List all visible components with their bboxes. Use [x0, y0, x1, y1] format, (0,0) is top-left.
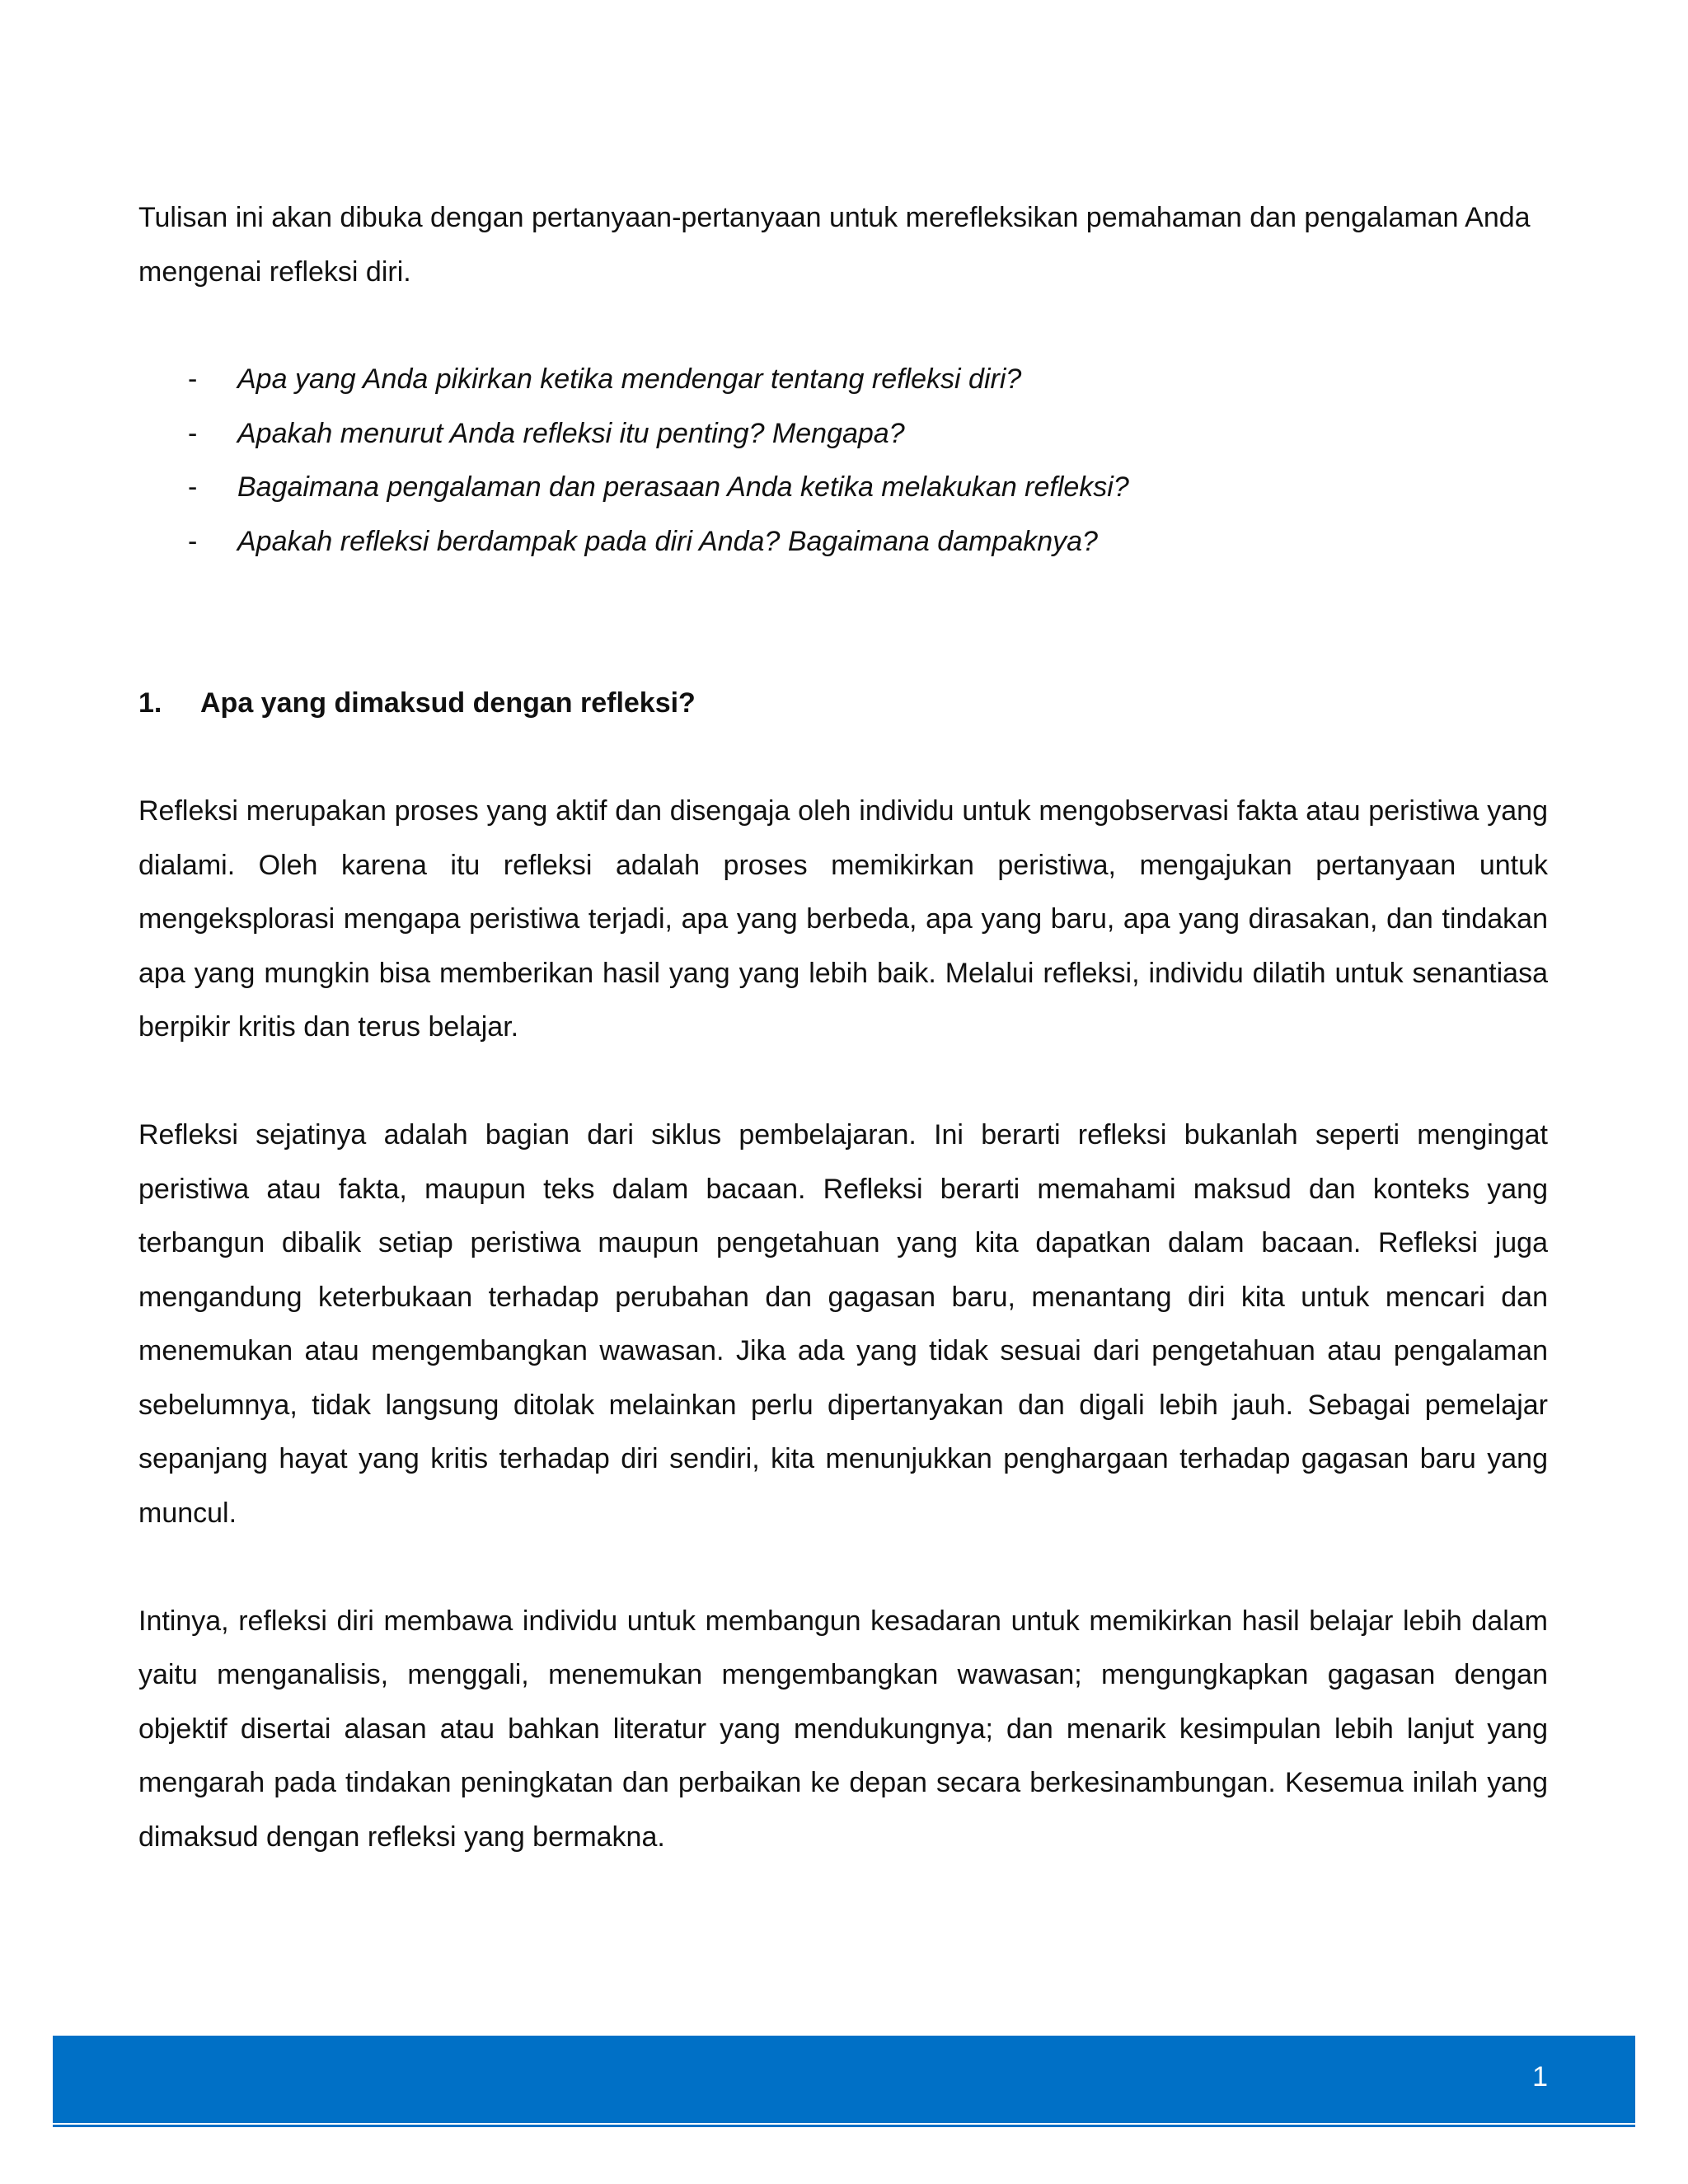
question-text: Bagaimana pengalaman dan perasaan Anda ketika melakukan refleksi?	[237, 471, 1129, 503]
question-text: Apa yang Anda pikirkan ketika mendengar tentang refleksi diri?	[237, 363, 1022, 395]
body-paragraph-1: Refleksi merupakan proses yang aktif dan disengaja oleh individu untuk mengobservasi fakta atau peristiwa yang dialami. Oleh karena itu refleksi adalah proses memikirkan peristiwa, mengajukan pertanyaan untuk mengeksplorasi mengapa peristiwa terjadi, apa yang berbeda, apa yang baru, apa yang dirasakan, dan tindakan apa yang mungkin bisa memberikan hasil yang yang lebih baik. Melalui refleksi, individu dilatih untuk senantiasa berpikir kritis dan terus belajar.	[138, 795, 1548, 1043]
section-number: 1.	[138, 687, 162, 719]
body-paragraph-2: Refleksi sejatinya adalah bagian dari siklus pembelajaran. Ini berarti refleksi bukanlah seperti mengingat peristiwa atau fakta, maupun teks dalam bacaan. Refleksi berarti memahami maksud dan konteks yang terbangun dibalik setiap peristiwa maupun pengetahuan yang kita dapatkan dalam bacaan. Refleksi juga mengandung keterbukaan terhadap perubahan dan gagasan baru, menantang diri kita untuk mencari dan menemukan atau mengembangkan wawasan. Jika ada yang tidak sesuai dari pengetahuan atau pengalaman sebelumnya, tidak langsung ditolak melainkan perlu dipertanyakan dan digali lebih jauh. Sebagai pemelajar sepanjang hayat yang kritis terhadap diri sendiri, kita menunjukkan penghargaan terhadap gagasan baru yang muncul.	[138, 1119, 1548, 1529]
bullet-dash: -	[188, 417, 198, 449]
list-item	[138, 407, 1548, 462]
bullet-dash: -	[188, 525, 198, 557]
intro-paragraph: Tulisan ini akan dibuka dengan pertanyaan-pertanyaan untuk merefleksikan pemahaman dan pengalaman Anda mengenai refleksi diri.	[138, 202, 1531, 288]
footer-bar	[53, 2036, 1635, 2123]
question-text: Apakah refleksi berdampak pada diri Anda? Bagaimana dampaknya?	[237, 525, 1098, 557]
reflection-questions-list	[138, 353, 1548, 569]
list-item	[138, 515, 1548, 569]
footer-underline	[53, 2125, 1635, 2127]
list-item	[138, 461, 1548, 515]
body-paragraph-3: Intinya, refleksi diri membawa individu untuk membangun kesadaran untuk memikirkan hasil belajar lebih dalam yaitu menganalisis, menggali, menemukan mengembangkan wawasan; mengungkapkan gagasan dengan objektif disertai alasan atau bahkan literatur yang mendukungnya; dan menarik kesimpulan lebih lanjut yang mengarah pada tindakan peningkatan dan perbaikan ke depan secara berkesinambungan. Kesemua inilah yang dimaksud dengan refleksi yang bermakna.	[138, 1605, 1548, 1853]
page-number: 1	[1532, 2061, 1548, 2093]
list-item	[138, 353, 1548, 407]
question-text: Apakah menurut Anda refleksi itu penting? Mengapa?	[237, 417, 905, 449]
section-title: Apa yang dimaksud dengan refleksi?	[200, 687, 696, 719]
bullet-dash: -	[188, 363, 198, 395]
bullet-dash: -	[188, 471, 198, 503]
page-content	[138, 191, 1548, 1864]
section-heading	[138, 677, 1548, 731]
